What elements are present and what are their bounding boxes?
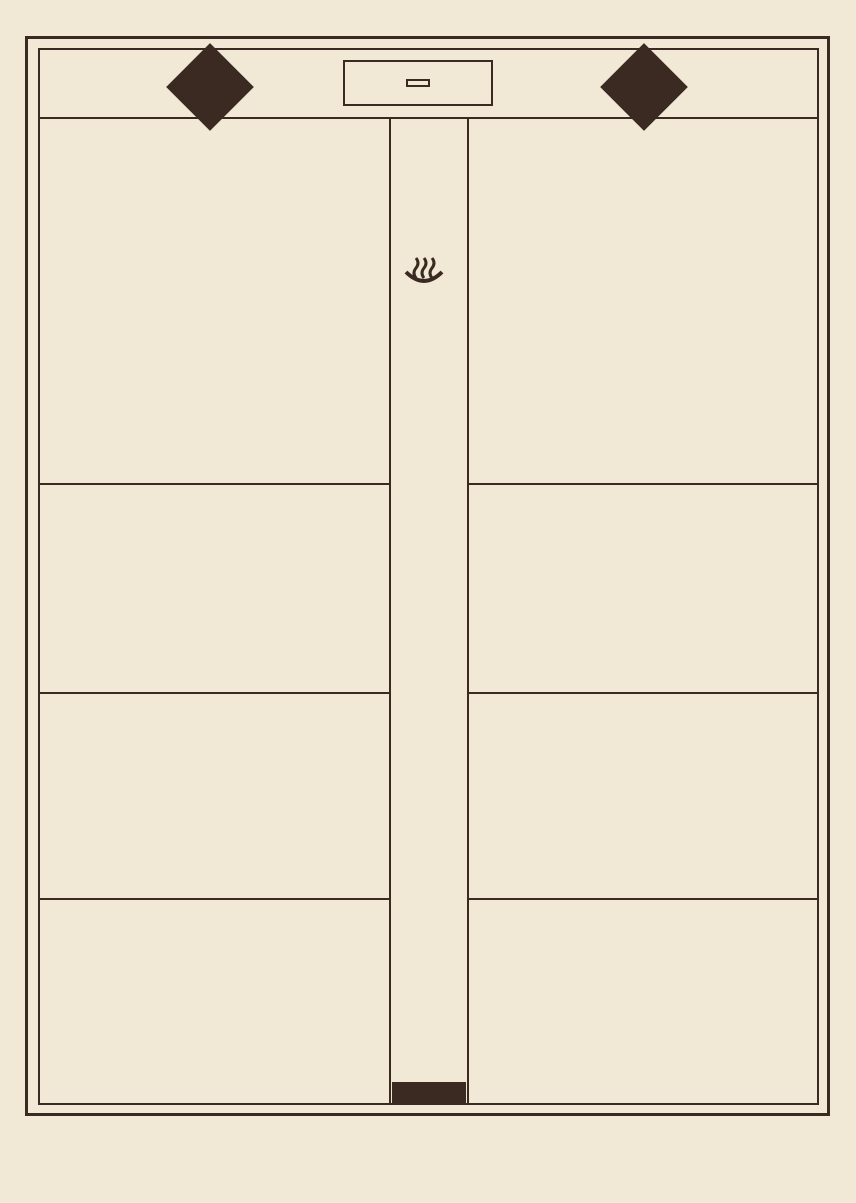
- east-divider-3: [469, 898, 819, 900]
- east-divider-2: [469, 692, 819, 694]
- east-label: [604, 47, 684, 127]
- banzuke-box: [343, 60, 493, 106]
- west-divider-3: [38, 898, 389, 900]
- onsen-icon: [400, 256, 448, 288]
- header-divider: [38, 117, 819, 119]
- west-divider-2: [38, 692, 389, 694]
- inner-frame: [38, 48, 819, 1105]
- center-left-border: [389, 117, 391, 1105]
- west-divider-1: [38, 483, 389, 485]
- east-divider-1: [469, 483, 819, 485]
- center-right-border: [467, 117, 469, 1105]
- west-label: [170, 47, 250, 127]
- edition-badge: [392, 1082, 466, 1104]
- banzuke-title: [406, 79, 430, 87]
